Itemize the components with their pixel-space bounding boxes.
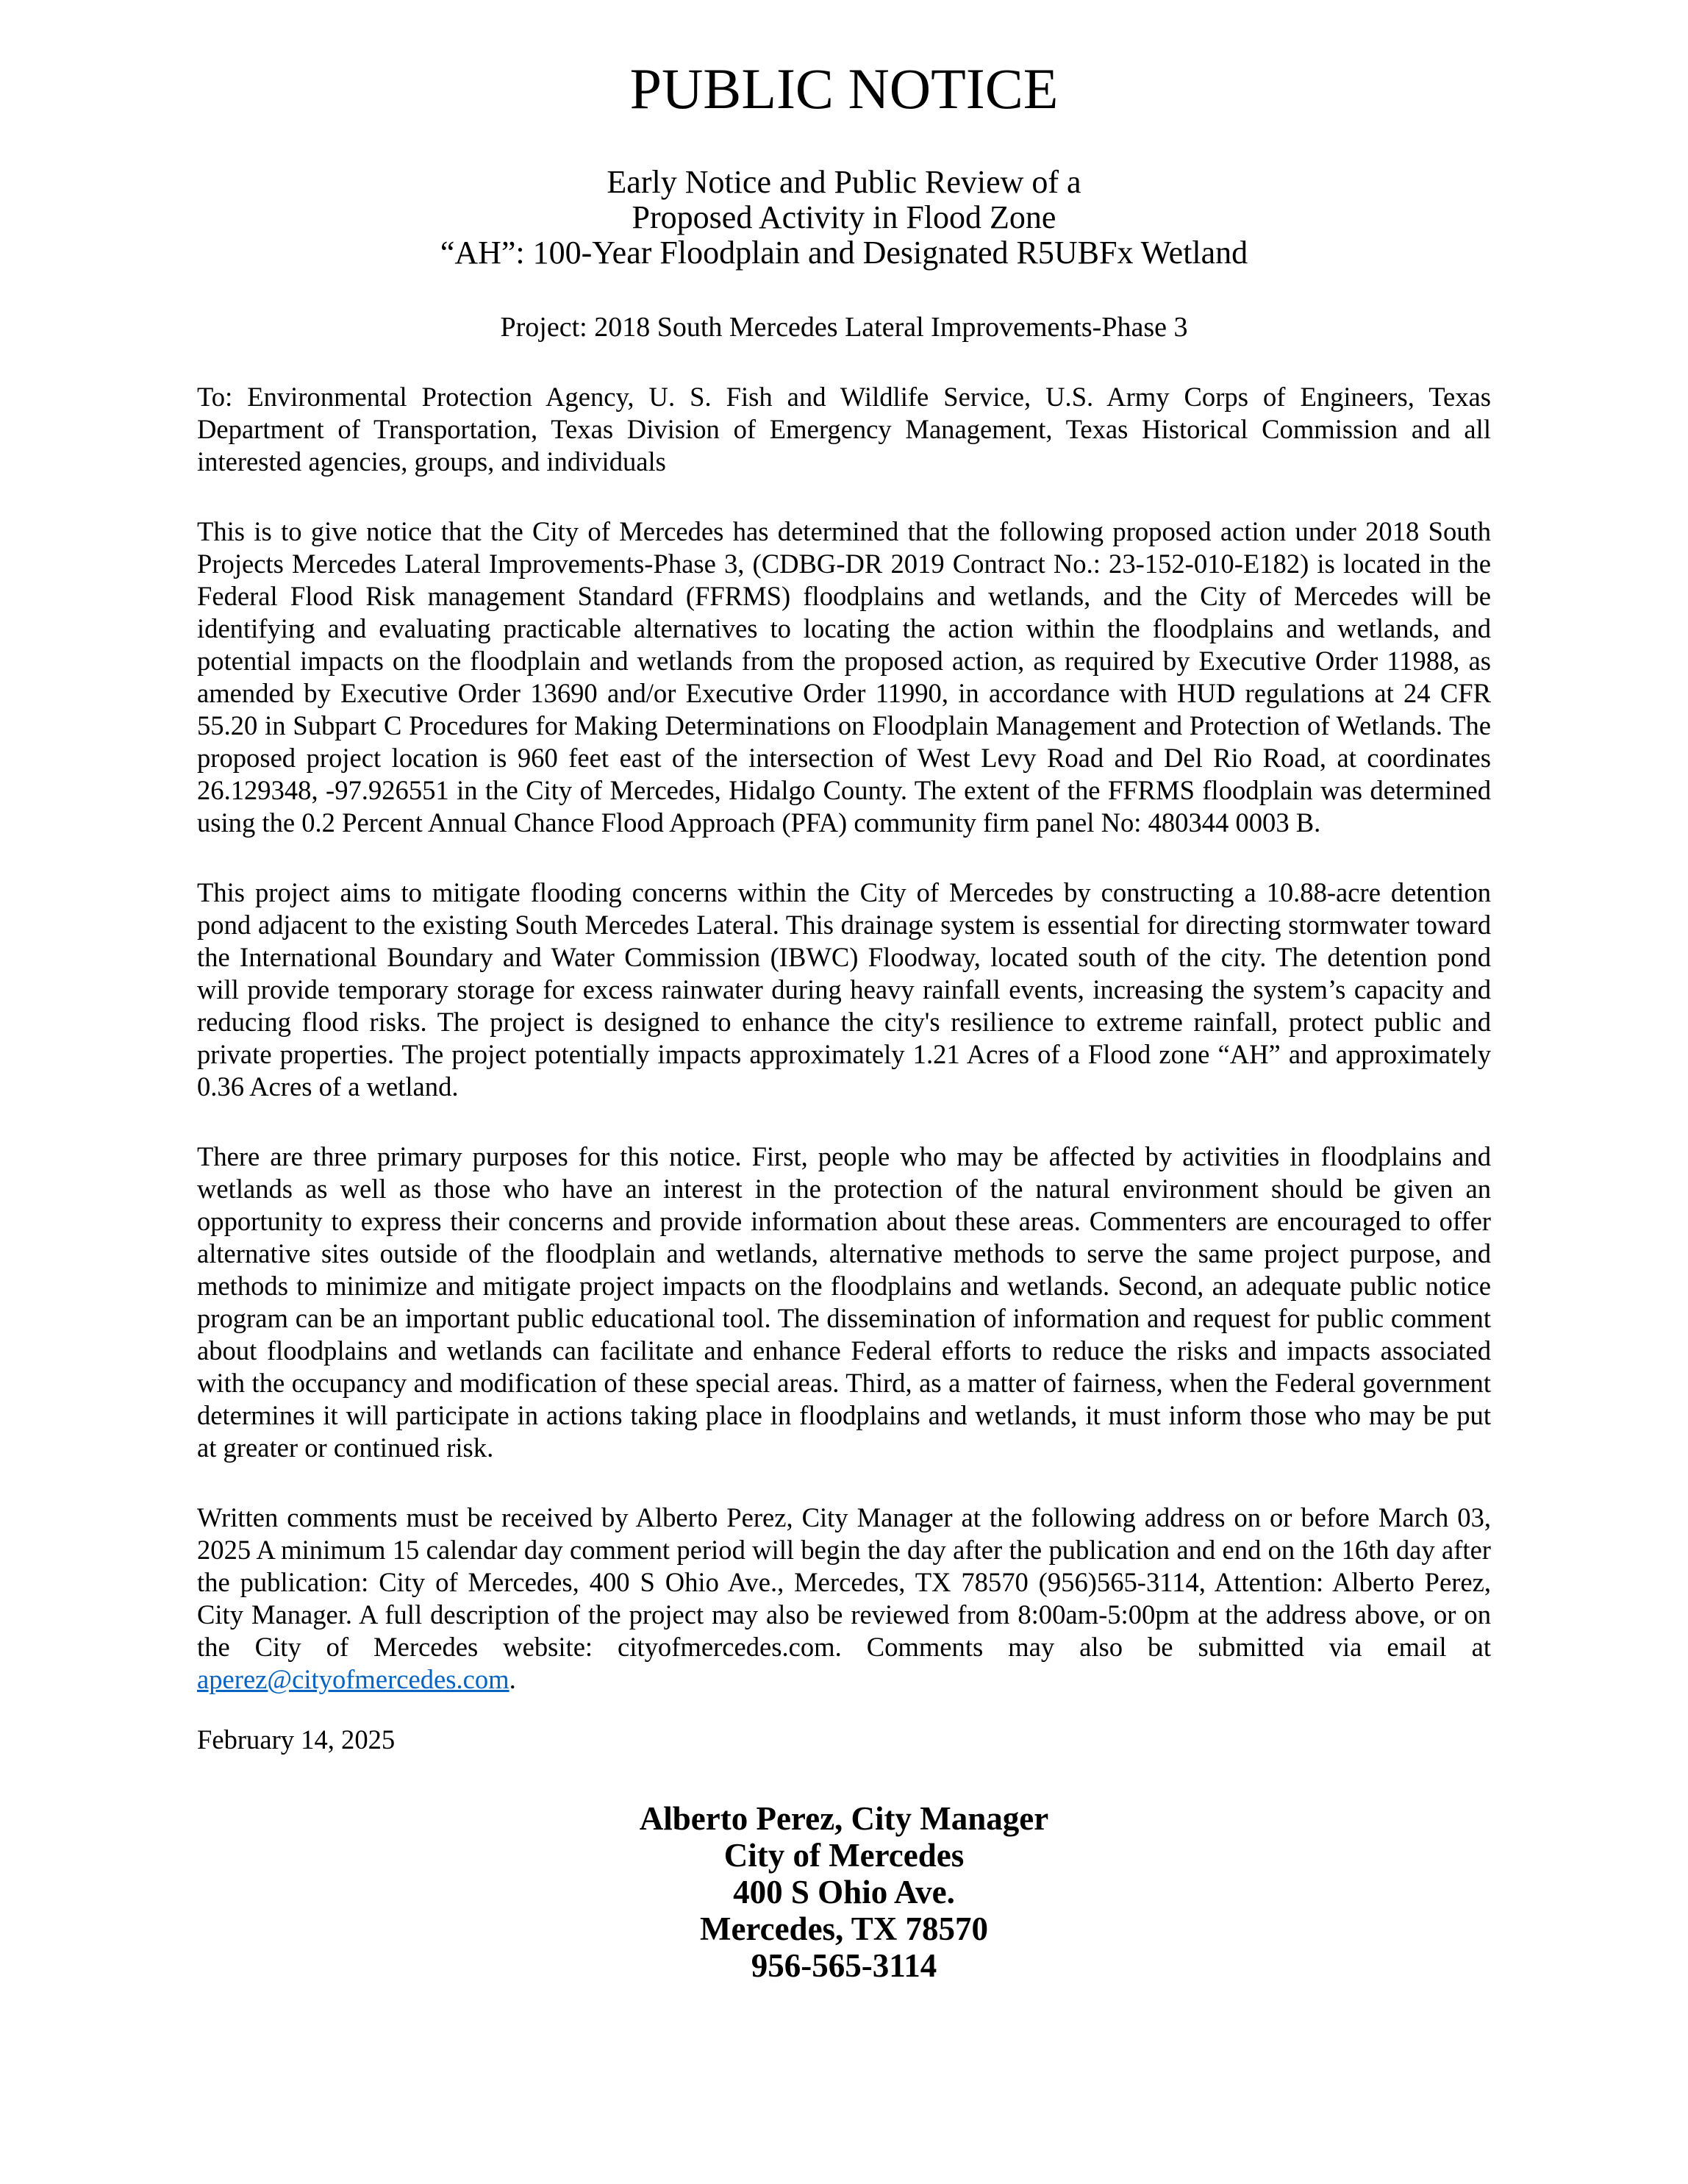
subtitle-block [197, 165, 1491, 271]
comments-text-before-link: Written comments must be received by Alberto Perez, City Manager at the following address on or before March 03, 2025 A minimum 15 calendar day comment period will begin the day after the publication and end on the 16th day after the publication: City of Mercedes, 400 S Ohio Ave., Mercedes, TX 78570 (956)565-3114, Attention: Alberto Perez, City Manager. A full description of the project may also be reviewed from 8:00am-5:00pm at the address above, or on the City of Mercedes website: cityofmercedes.com. Comments may also be submitted via email at [197, 1502, 1491, 1662]
subtitle-line-1: Early Notice and Public Review of a [607, 164, 1081, 200]
written-comments-paragraph [197, 1502, 1491, 1696]
project-description-paragraph: This project aims to mitigate flooding concerns within the City of Mercedes by constructing a 10.88-acre detention pond adjacent to the existing South Mercedes Lateral. This drainage system is essential for directing stormwater toward the International Boundary and Water Commission (IBWC) Floodway, located south of the city. The detention pond will provide temporary storage for excess rainwater during heavy rainfall events, increasing the system’s capacity and reducing flood risks. The project is designed to enhance the city's resilience to extreme rainfall, protect public and private properties. The project potentially impacts approximately 1.21 Acres of a Flood zone “AH” and approximately 0.36 Acres of a wetland. [197, 877, 1491, 1102]
signature-city-line: Mercedes, TX 78570 [699, 1910, 988, 1947]
subtitle-line-2: Proposed Activity in Flood Zone [632, 199, 1056, 235]
email-link[interactable]: aperez@cityofmercedes.com [197, 1664, 509, 1694]
signature-organization-line: City of Mercedes [723, 1837, 965, 1874]
notice-determination-paragraph: This is to give notice that the City of Mercedes has determined that the following proposed action under 2018 South Projects Mercedes Lateral Improvements-Phase 3, (CDBG-DR 2019 Contract No.: 23-152-010-E182) is located in the Federal Flood Risk management Standard (FFRMS) floodplains and wetlands, and the City of Mercedes will be identifying and evaluating practicable alternatives to locating the action within the floodplains and wetlands, and potential impacts on the floodplain and wetlands from the proposed action, as required by Executive Order 11988, as amended by Executive Order 13690 and/or Executive Order 11990, in accordance with HUD regulations at 24 CFR 55.20 in Subpart C Procedures for Making Determinations on Floodplain Management and Protection of Wetlands. The proposed project location is 960 feet east of the intersection of West Levy Road and Del Rio Road, at coordinates 26.129348, -97.926551 in the City of Mercedes, Hidalgo County. The extent of the FFRMS floodplain was determined using the 0.2 Percent Annual Chance Flood Approach (PFA) community firm panel No: 480344 0003 B. [197, 516, 1491, 838]
page-title: PUBLIC NOTICE [629, 57, 1059, 121]
notice-purposes-paragraph: There are three primary purposes for this notice. First, people who may be affected by activities in floodplains and wetlands as well as those who have an interest in the protection of the natural environment should be given an opportunity to express their concerns and provide information about these areas. Commenters are encouraged to offer alternative sites outside of the floodplain and wetlands, alternative methods to serve the same project purpose, and methods to minimize and mitigate project impacts on the floodplains and wetlands. Second, an adequate public notice program can be an important public educational tool. The dissemination of information and request for public comment about floodplains and wetlands can facilitate and enhance Federal efforts to reduce the risks and impacts associated with the occupancy and modification of these special areas. Third, as a matter of fairness, when the Federal government determines it will participate in actions taking place in floodplains and wetlands, it must inform those who may be put at greater or continued risk. [197, 1141, 1491, 1463]
comments-text-after-link: . [509, 1664, 516, 1694]
signature-street-line: 400 S Ohio Ave. [733, 1874, 955, 1910]
signature-phone-line: 956-565-3114 [751, 1947, 937, 1984]
signature-block [197, 1800, 1491, 1984]
date-line: February 14, 2025 [197, 1724, 396, 1755]
project-line: Project: 2018 South Mercedes Lateral Improvements-Phase 3 [500, 312, 1188, 343]
subtitle-line-3: “AH”: 100-Year Floodplain and Designated R5UBFx Wetland [440, 235, 1248, 271]
signature-name-line: Alberto Perez, City Manager [639, 1800, 1049, 1837]
recipients-paragraph: To: Environmental Protection Agency, U. S. Fish and Wildlife Service, U.S. Army Corps of Engineers, Texas Department of Transportation, Texas Division of Emergency Management, Texas Historical Commission and all interested agencies, groups, and individuals [197, 382, 1491, 477]
